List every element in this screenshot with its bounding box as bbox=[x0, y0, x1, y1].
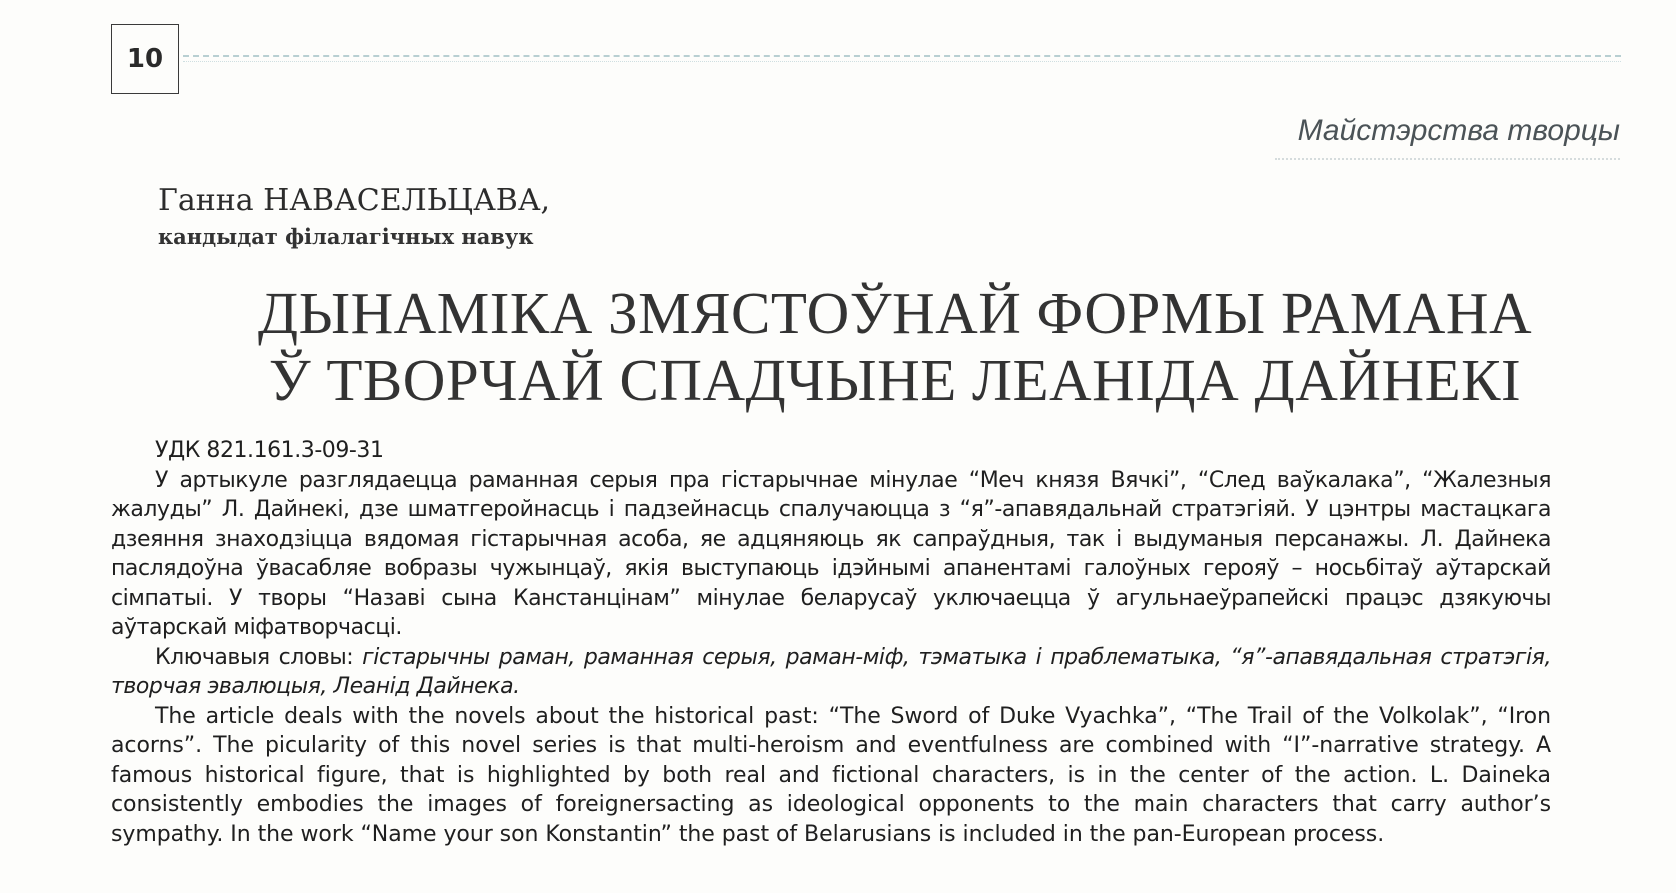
abstract-belarusian: У артыкуле разглядаецца раманная серыя пра гістарычнае мінулае “Меч князя Вячкі”, “След ваўкалака”, “Жалезныя жалуды” Л. Дайнекі, дзе шматгеройнасць і падзейнасць спалучаюцца з “я”-апавядальнай стратэгіяй. У цэнтры мастацкага дзеяння знаходзіцца вядомая гістарычная асоба, яе адцяняюць як сапраўдныя, так і выдуманыя персанажы. Л. Дайнека паслядоўна ўвасабляе вобразы чужынцаў, якія выступаюць ідэйнымі апанентамі галоўных герояў – носьбітаў аўтарскай сімпатыі. У творы “Назаві сына Канстанцінам” мінулае беларусаў уключаецца ў агульнаеўрапейскі працэс дзякуючы аўтарскай міфатворчасці. bbox=[111, 467, 1551, 640]
article-body bbox=[111, 436, 1551, 849]
section-rule bbox=[1275, 158, 1620, 160]
section-title: Майстэрства творцы bbox=[1297, 114, 1620, 147]
header-rule bbox=[183, 55, 1621, 57]
udk-code: УДК 821.161.3-09-31 bbox=[155, 438, 384, 463]
keywords-paragraph bbox=[111, 643, 1551, 702]
keywords-list: гістарычны раман, раманная серыя, раман-міф, тэматыка і праблематыка, “я”-апавядальная стратэгія, творчая эвалюцыя, Леанід Дайнека. bbox=[111, 644, 1552, 699]
header-rule-secondary bbox=[183, 61, 1621, 62]
article-title-line-1: ДЫНАМІКА ЗМЯСТОЎНАЙ ФОРМЫ РАМАНА bbox=[257, 280, 1533, 346]
author-name: Ганна НАВАСЕЛЬЦАВА, bbox=[158, 183, 551, 218]
keywords-label: Ключавыя словы: bbox=[155, 644, 354, 670]
author-degree: кандыдат філалагічных навук bbox=[158, 224, 534, 249]
abstract-english: The article deals with the novels about the historical past: “The Sword of Duke Vyachka”, “The Trail of the Volkolak”, “Iron acorns”. The picularity of this novel series is that multi-heroism and eventfulness are combined with “I”-narrative strategy. A famous historical figure, that is highlighted by both real and fictional characters, is in the center of the action. L. Daineka consistently embodies the images of foreignersacting as ideological opponents to the main characters that carry author’s sympathy. In the work “Name your son Konstantin” the past of Belarusians is included in the pan-European process. bbox=[111, 703, 1551, 847]
article-title-line-2: Ў ТВОРЧАЙ СПАДЧЫНЕ ЛЕАНІДА ДАЙНЕКІ bbox=[268, 347, 1522, 413]
page-number: 10 bbox=[111, 24, 179, 94]
